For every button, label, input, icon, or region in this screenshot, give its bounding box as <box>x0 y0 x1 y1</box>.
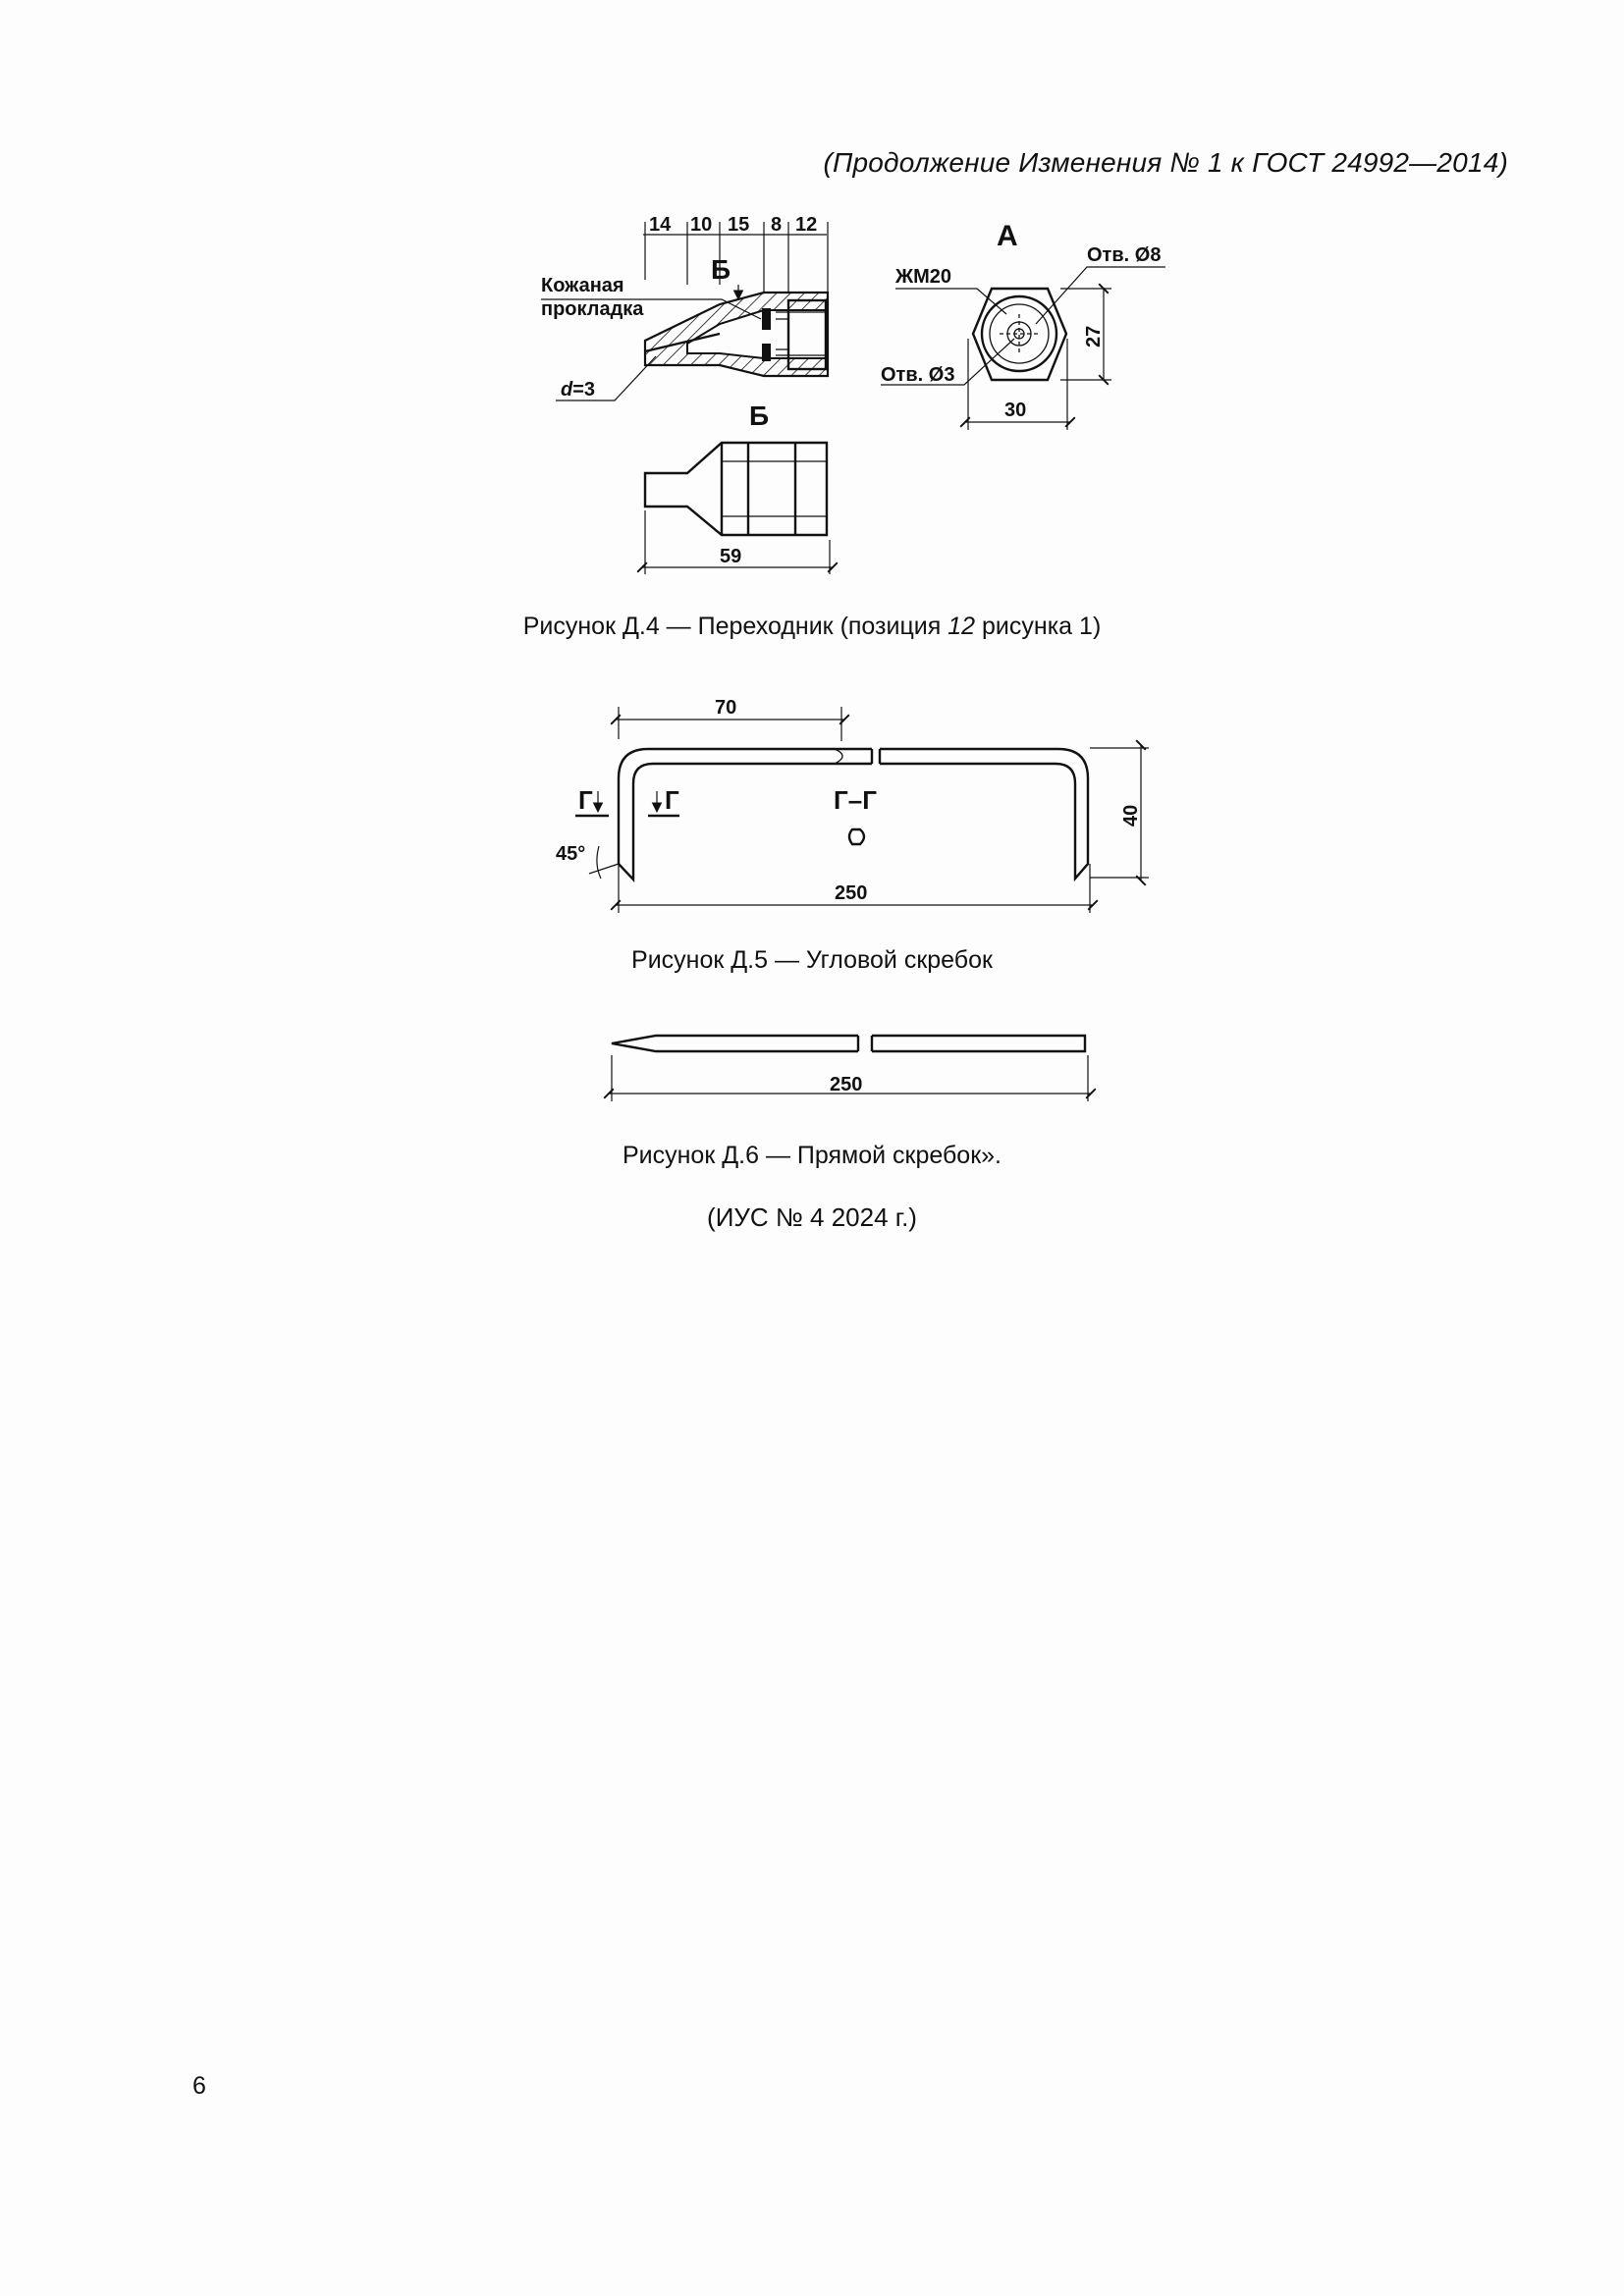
section-mark-left: Г <box>578 785 593 815</box>
angle-45: 45° <box>556 843 586 865</box>
section-gg-title: Г–Г <box>834 785 877 815</box>
section-b-label-top: Б <box>711 254 731 285</box>
caption-d4-suffix: рисунка 1) <box>975 613 1102 640</box>
dimension-chain-top <box>643 214 828 293</box>
dim-250-straight: 250 <box>830 1074 863 1095</box>
adapter-section-view <box>645 293 828 376</box>
caption-d4-prefix: Рисунок Д.4 — Переходник (позиция <box>522 613 948 640</box>
dim-30: 30 <box>1004 400 1027 421</box>
dim-15: 15 <box>728 214 750 236</box>
dim-70: 70 <box>715 697 737 719</box>
caption-figure-d5: Рисунок Д.5 — Угловой скребок <box>631 946 993 974</box>
caption-figure-d4 <box>0 613 1624 641</box>
view-a-title: А <box>997 220 1018 252</box>
label-leather-line1: Кожаная <box>541 275 624 296</box>
dim-12: 12 <box>795 214 818 236</box>
dim-27: 27 <box>1083 325 1105 347</box>
figure-d6-straight-scraper <box>609 1036 1091 1101</box>
dim-59: 59 <box>720 546 742 567</box>
page-header: (Продолжение Изменения № 1 к ГОСТ 24992—2014) <box>823 147 1508 178</box>
label-hole-3: Отв. Ø3 <box>881 364 955 386</box>
section-mark-right: Г <box>665 785 679 815</box>
caption-figure-d6: Рисунок Д.6 — Прямой скребок». <box>622 1142 1001 1169</box>
label-d-equals-3: d=3 <box>561 379 596 400</box>
dim-40: 40 <box>1120 804 1142 827</box>
label-leather-line2: прокладка <box>541 298 644 320</box>
dim-14: 14 <box>649 214 672 236</box>
issue-reference: (ИУС № 4 2024 г.) <box>707 1202 917 1232</box>
dim-10: 10 <box>690 214 713 236</box>
label-hole-8: Отв. Ø8 <box>1087 244 1162 266</box>
adapter-view-b <box>642 400 833 574</box>
figure-d5-angle-scraper <box>556 697 1149 913</box>
figure-d4-adapter <box>541 214 1165 574</box>
page-number: 6 <box>192 2072 206 2100</box>
label-thread-zhm20: ЖМ20 <box>895 266 951 288</box>
dim-250-angle: 250 <box>835 882 868 904</box>
view-b-title: Б <box>749 400 770 431</box>
adapter-view-a <box>881 220 1165 430</box>
caption-d4-italic: 12 <box>947 613 976 640</box>
dim-8: 8 <box>771 214 783 236</box>
